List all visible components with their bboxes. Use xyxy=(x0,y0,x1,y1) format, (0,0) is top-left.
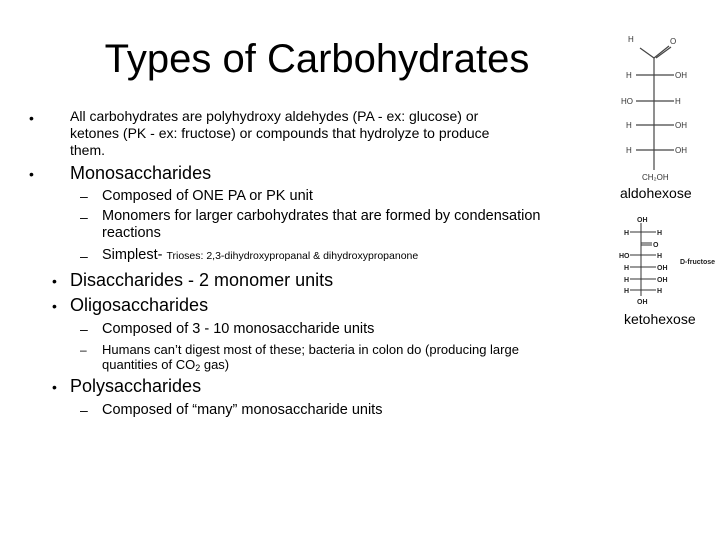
text-line: Monomers for larger carbohydrates that are formed by condensation xyxy=(102,208,541,224)
atom-label: OH xyxy=(637,299,648,306)
dash-marker: – xyxy=(80,402,88,418)
aldohexose-structure xyxy=(612,28,702,184)
dash-marker: – xyxy=(80,343,87,357)
atom-h: H xyxy=(628,35,634,44)
bullet-disaccharides: Disaccharides - 2 monomer units xyxy=(70,270,334,290)
ketohexose-structure xyxy=(618,214,720,306)
slide-title: Types of Carbohydrates xyxy=(104,37,530,81)
sub-bullet-monomers xyxy=(102,208,540,242)
bullet-marker: • xyxy=(52,273,57,289)
atom-label: H xyxy=(624,230,630,237)
bullet-marker: • xyxy=(29,166,34,182)
atom-label: OH xyxy=(675,71,687,80)
atom-label: H xyxy=(626,71,632,80)
d-fructose-label: D-fructose xyxy=(680,259,716,266)
atom-label: O xyxy=(653,242,659,249)
text-gas: gas) xyxy=(200,357,230,372)
caption-ketohexose: ketohexose xyxy=(624,311,696,327)
text-line xyxy=(102,357,519,376)
bullet-marker: • xyxy=(52,298,57,314)
atom-label: H xyxy=(675,97,681,106)
text-co: quantities of CO xyxy=(102,357,196,372)
bullet-marker: • xyxy=(29,110,34,126)
atom-o: O xyxy=(670,37,677,46)
bullet-carbohydrates-definition xyxy=(70,108,489,159)
atom-label: HO xyxy=(619,253,630,260)
bullet-oligosaccharides: Oligosaccharides xyxy=(70,295,209,315)
subscript-2: 2 xyxy=(195,363,201,373)
atom-label: OH xyxy=(675,121,687,130)
text-line: Humans can’t digest most of these; bacteria in colon do (producing large xyxy=(102,342,519,357)
text-line: them. xyxy=(70,142,106,158)
text-line: reactions xyxy=(102,225,161,241)
dash-marker: – xyxy=(80,188,88,204)
atom-label: H xyxy=(657,230,663,237)
atom-label: H xyxy=(624,288,630,295)
atom-label: OH xyxy=(637,217,648,224)
dash-marker: – xyxy=(80,248,88,264)
caption-aldohexose: aldohexose xyxy=(620,185,692,201)
atom-label: H xyxy=(624,277,630,284)
atom-label: H xyxy=(657,288,663,295)
sub-bullet-simplest xyxy=(102,246,418,265)
text-line: ketones (PK - ex: fructose) or compounds that hydrolyze to produce xyxy=(70,125,490,141)
atom-label: OH xyxy=(675,146,687,155)
dash-marker: – xyxy=(80,209,88,225)
atom-label: OH xyxy=(657,265,668,272)
atom-label: H xyxy=(624,265,630,272)
atom-label: H xyxy=(626,121,632,130)
text-line: All carbohydrates are polyhydroxy aldehydes (PA - ex: glucose) or xyxy=(70,108,479,124)
dash-marker: – xyxy=(80,321,88,337)
sub-bullet-many-units: Composed of “many” monosaccharide units xyxy=(102,402,383,418)
atom-label: OH xyxy=(657,277,668,284)
atom-label: H xyxy=(657,253,663,260)
bullet-marker: • xyxy=(52,379,57,395)
sub-bullet-one-unit: Composed of ONE PA or PK unit xyxy=(102,188,313,204)
atom-ch2oh: CH₂OH xyxy=(642,173,669,182)
bullet-monosaccharides: Monosaccharides xyxy=(70,163,212,183)
sub-bullet-humans-digest xyxy=(102,342,519,376)
atom-label: H xyxy=(626,146,632,155)
text-simplest: Simplest- xyxy=(102,247,163,263)
text-trioses: Trioses: 2,3-dihydroxypropanal & dihydroxypropanone xyxy=(166,250,419,262)
bullet-polysaccharides: Polysaccharides xyxy=(70,376,202,396)
atom-label: HO xyxy=(621,97,633,106)
sub-bullet-oligo-count: Composed of 3 - 10 monosaccharide units xyxy=(102,321,375,337)
